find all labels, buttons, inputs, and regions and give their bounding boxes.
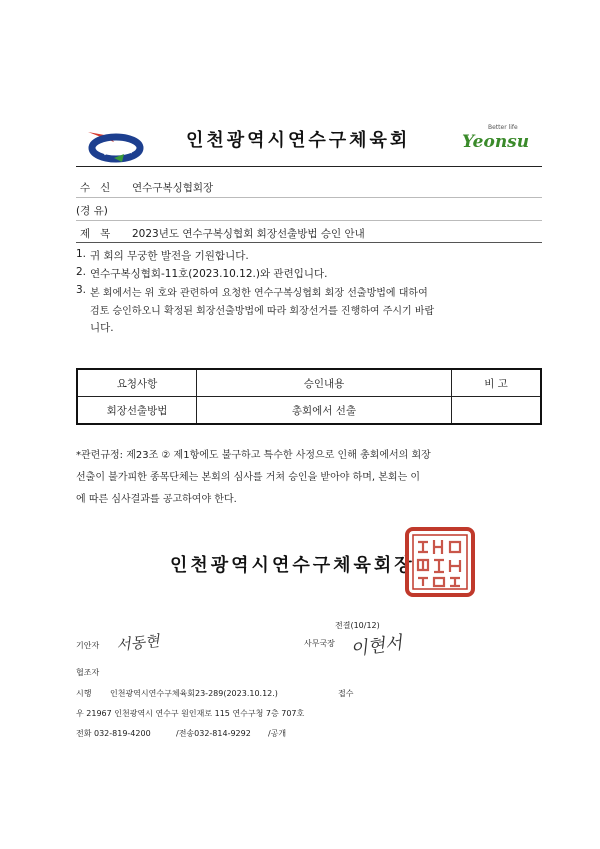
brand-name: Yeonsu [462,132,530,152]
item-line: 연수구복싱협회-11호(2023.10.12.)와 관련입니다. [90,268,328,280]
table-cell [452,397,542,425]
org-logo [84,124,144,164]
item-line: 귀 회의 무궁한 발전을 기원합니다. [90,250,249,262]
org-title: 인천광역시연수구체육회 [186,130,411,151]
note-line: 에 따른 심사결과를 공고하여야 한다. [76,494,237,505]
enforce-value: 인천광역시연수구체육회23-289(2023.10.12.) [110,689,278,698]
table-header: 비 고 [452,369,542,397]
enforce-label: 시행 [76,689,92,698]
drafter-signature: 서동현 [115,631,161,655]
table-cell: 총회에서 선출 [197,397,452,425]
issuer-name: 인천광역시연수구체육회장 [170,555,415,576]
recipient-value: 연수구복싱협회장 [132,182,214,194]
subject-label: 제 목 [80,228,111,240]
table-header: 승인내용 [197,369,452,397]
subject-value: 2023년도 연수구복싱협회 회장선출방법 승인 안내 [132,228,365,240]
visibility: /공개 [268,729,287,738]
via-label: (경 유) [76,205,108,217]
approval-note: 전결(10/12) [335,621,380,630]
director-signature: 이현서 [349,632,404,661]
fax: /전송032-814-9292 [176,729,251,738]
item-line: 검토 승인하오니 확정된 회장선출방법에 따라 회장선거를 진행하여 주시기 바랍 [90,306,435,317]
official-seal-icon [404,526,476,598]
item-line: 니다. [90,322,114,334]
director-label: 사무국장 [304,639,335,648]
item-number: 2. [76,266,87,278]
table-header: 요청사항 [77,369,197,397]
table-row [77,397,541,425]
divider [76,197,542,198]
item-number: 1. [76,248,87,260]
recipient-label: 수 신 [80,182,111,194]
table-header-row [77,369,541,397]
note-line: 선출이 불가피한 종목단체는 본회의 심사를 거쳐 승인을 받아야 하며, 본회는 이 [76,472,421,483]
phone: 전화 032-819-4200 [76,729,151,738]
address: 우 21967 인천광역시 연수구 원인재로 115 연수구청 7층 707호 [76,709,305,718]
note-line: *관련규정: 제23조 ② 제1항에도 불구하고 특수한 사정으로 인해 총회에서의 회장 [76,450,431,461]
drafter-label: 기안자 [76,641,100,650]
divider [76,220,542,221]
brand-logo [462,124,530,160]
header-rule [76,166,542,167]
item-number: 3. [76,284,87,296]
request-table [76,368,542,425]
table-cell: 회장선출방법 [77,397,197,425]
brand-tagline: Better life [488,124,518,131]
item-line: 본 회에서는 위 호와 관련하여 요청한 연수구복싱협회 회장 선출방법에 대하여 [90,288,428,299]
divider [76,242,542,243]
receipt-label: 접수 [338,689,354,698]
cooperator-label: 협조자 [76,668,100,677]
